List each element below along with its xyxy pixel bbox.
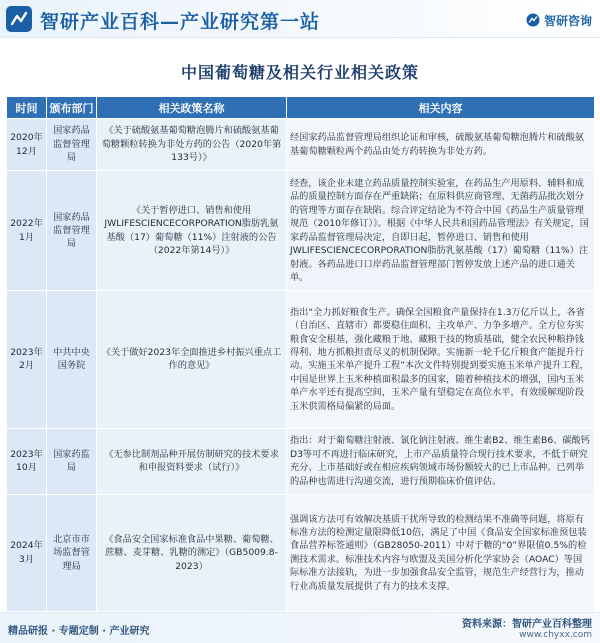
table-row [7, 428, 595, 494]
cell-content: 指出：对于葡萄糖注射液、氯化钠注射液、维生素B2、维生素B6、碳酸钙D3等可不再进行临床研究，上市产品质量符合现行技术要求，不低于研究充分、上市基础好或在相应疾病领域市场份额较大的已上市品种。已列举的品种也需进行沟通交流，进行预期临床价值评估。 [287, 428, 595, 494]
logo-icon [6, 6, 32, 32]
column-header-policy-name: 相关政策名称 [97, 97, 287, 119]
table-row [7, 119, 595, 171]
cell-time: 2023年10月 [7, 428, 47, 494]
cell-content: 经国家药品监督管理局组织论证和审核，硫酸氨基葡萄糖泡腾片和硫酸氨基葡萄糖颗粒两个药品由处方药转换为非处方药。 [287, 119, 595, 171]
cell-time: 2022年1月 [7, 171, 47, 291]
brand-name: 智研咨询 [543, 13, 592, 28]
footer-source: 资料来源：智研产业百科整理 [462, 619, 592, 630]
cell-dept: 国家药监局 [47, 428, 97, 494]
brand-icon [526, 13, 540, 27]
policy-table-container [6, 96, 594, 612]
cell-dept: 国家药品监督管理局 [47, 171, 97, 291]
cell-policy-name: 《关于硫酸氨基葡萄糖泡腾片和硫酸氨基葡萄糖颗粒转换为非处方药的公告（2020年第133号）》 [97, 119, 287, 171]
cell-content: 强调该方法可有效解决基质干扰所导致的检测结果不准确等问题，将原有标准方法的检测定量限降低10倍，满足了中国《食品安全国家标准预包装食品营养标签通则》（GB28050-2011）中对于糖的“0”界限值0.5%的检测技术需求。标准技术内容与欧盟及美国分析化学家协会（AOAC）等国际标准方法接轨，为进一步加强食品安全监管，规范生产经营行为，推动行业高质量发展提供了有力的技术支撑。 [287, 494, 595, 611]
cell-content: 指出“全力抓好粮食生产。确保全国粮食产量保持在1.3万亿斤以上，各省（自治区、直辖市）都要稳住面积、主攻单产、力争多增产。全方位夯实粮食安全根基，强化藏粮于地、藏粮于技的物质基础，健全农民种粮挣钱得利、地方抓粮担责尽义的机制保障。实施新一轮千亿斤粮食产能提升行动。实施玉米单产提升工程”本次文件特别提到要实施玉米单产提升工程，中国是世界上玉米种植面积最多的国家，随着种植技术的增强，国内玉米单产水平还有提高空间，玉米产量有望稳定在高位水平，有效缓解现阶段玉米供需格局偏紧的局面。 [287, 291, 595, 428]
footer-url[interactable]: www.chyxx.com [519, 630, 592, 640]
footer-tagline: 精品研报 · 专题定制 · 产业研究 [8, 626, 150, 637]
cell-dept: 北京市市场监督管理局 [47, 494, 97, 611]
site-footer [0, 612, 600, 643]
cell-time: 2023年2月 [7, 291, 47, 428]
cell-time: 2024年3月 [7, 494, 47, 611]
cell-dept: 国家药品监督管理局 [47, 119, 97, 171]
cell-policy-name: 《关于暂停进口、销售和使用JWLIFESCIENCECORPORATION脂肪乳氨基酸（17）葡萄糖（11%）注射液的公告（2022年第14号）》 [97, 171, 287, 291]
column-header-dept: 颁布部门 [47, 97, 97, 119]
table-row [7, 291, 595, 428]
cell-content: 经查，该企业未建立药品质量控制实验室，在药品生产用原料、辅料和成品的质量控制方面存在严重缺陷；在原料供应商管理、无菌药品批次划分的管理等方面存在缺陷。综合评定结论为不符合中国《药品生产质量管理规范（2010年修订）》。根据《中华人民共和国药品管理法》有关规定，国家药品监督管理局决定，自即日起，暂停进口、销售和使用JWLIFESCIENCECORPORATION脂肪乳氨基酸（17）葡萄糖（11%）注射液。各药品进口口岸药品监督管理部门暂停发放上述产品的进口通关单。 [287, 171, 595, 291]
document-title: 中国葡萄糖及相关行业相关政策 [180, 63, 419, 82]
cell-policy-name: 《食品安全国家标准食品中果糖、葡萄糖、蔗糖、麦芽糖、乳糖的测定》（GB5009.8-2023） [97, 494, 287, 611]
cell-time: 2020年12月 [7, 119, 47, 171]
column-header-content: 相关内容 [287, 97, 595, 119]
cell-policy-name: 《无参比制剂品种开展仿制研究的技术要求和申报资料要求（试行）》 [97, 428, 287, 494]
table-header-row [7, 97, 595, 119]
cell-dept: 中共中央国务院 [47, 291, 97, 428]
table-row [7, 494, 595, 611]
brand-logo[interactable] [526, 12, 592, 28]
site-title: 智研产业百科—产业研究第一站 [40, 11, 321, 33]
policy-table [6, 96, 595, 612]
site-header [0, 0, 600, 38]
table-row [7, 171, 595, 291]
column-header-time: 时间 [7, 97, 47, 119]
cell-policy-name: 《关于做好2023年全面推进乡村振兴重点工作的意见》 [97, 291, 287, 428]
